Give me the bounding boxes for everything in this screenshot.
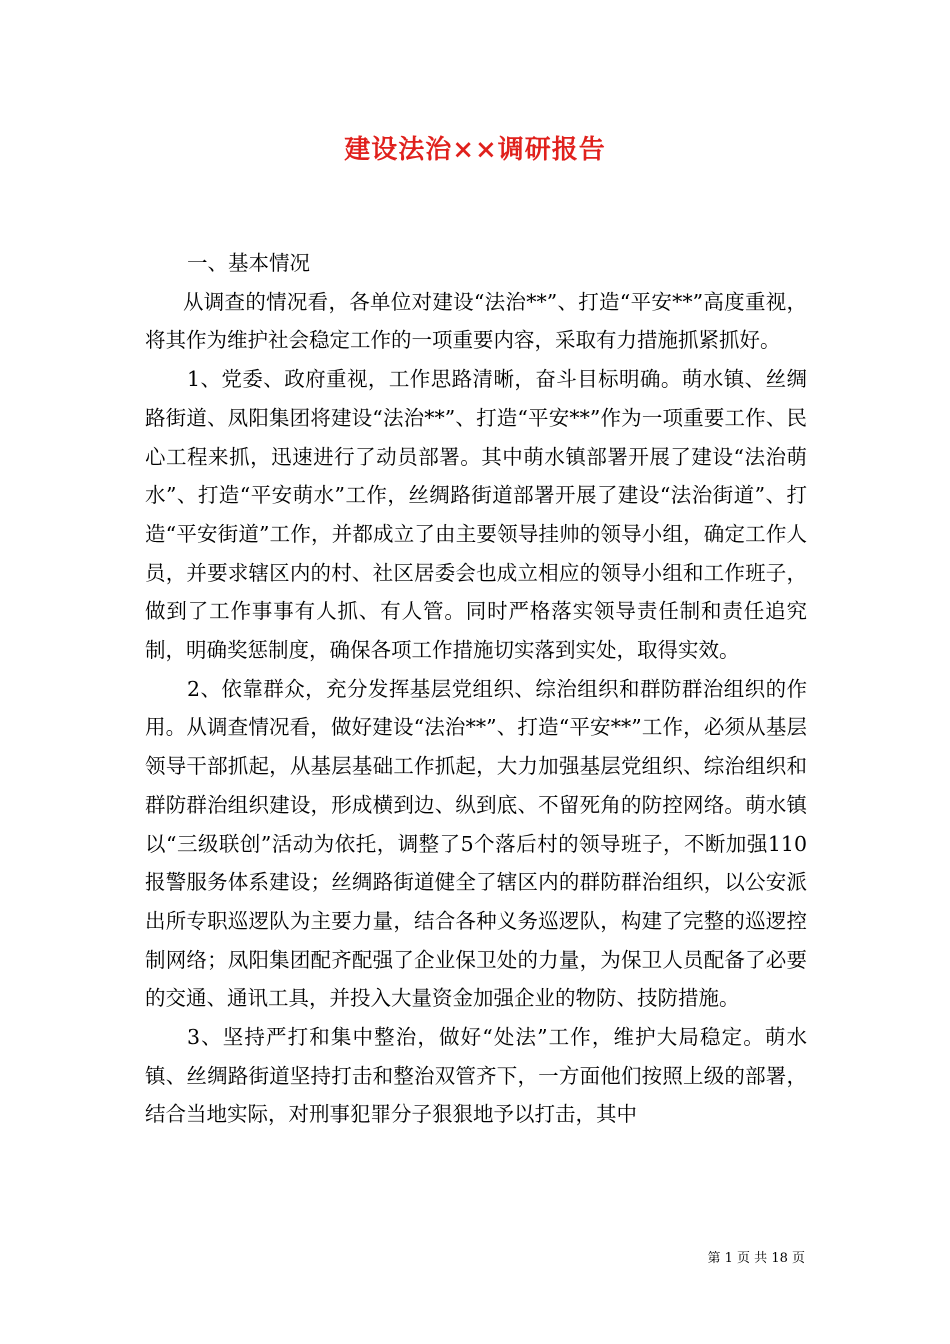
paragraph: 1、党委、政府重视，工作思路清晰，奋斗目标明确。萌水镇、丝绸路街道、凤阳集团将建设“法治**”、打造“平安**”作为一项重要工作、民心工程来抓，迅速进行了动员部署。其中萌水镇部署开展了建设“法治萌水”、打造“平安萌水”工作，丝绸路街道部署开展了建设“法治街道”、打造“平安街道”工作，并都成立了由主要领导挂帅的领导小组，确定工作人员，并要求辖区内的村、社区居委会也成立相应的领导小组和工作班子，做到了工作事事有人抓、有人管。同时严格落实领导责任制和责任追究制，明确奖惩制度，确保各项工作措施切实落到实处，取得实效。 [145,367,807,663]
paragraph: 2、依靠群众，充分发挥基层党组织、综治组织和群防群治组织的作用。从调查情况看，做好建设“法治**”、打造“平安**”工作，必须从基层领导干部抓起，从基层基础工作抓起，大力加强基层党组织、综治组织和群防群治组织建设，形成横到边、纵到底、不留死角的防控网络。萌水镇以“三级联创”活动为依托，调整了5个落后村的领导班子，不断加强110报警服务体系建设；丝绸路街道健全了辖区内的群防群治组织，以公安派出所专职巡逻队为主要力量，结合各种义务巡逻队，构建了完整的巡逻控制网络；凤阳集团配齐配强了企业保卫处的力量，为保卫人员配备了必要的交通、通讯工具，并投入大量资金加强企业的物防、技防措施。 [145,676,807,1011]
paragraph: 3、坚持严打和集中整治，做好“处法”工作，维护大局稳定。萌水镇、丝绸路街道坚持打击和整治双管齐下，一方面他们按照上级的部署，结合当地实际，对刑事犯罪分子狠狠地予以打击，其中 [145,1025,807,1127]
document-body [145,244,807,1134]
page-number-footer: 第 1 页 共 18 页 [707,1251,805,1266]
paragraph: 从调查的情况看，各单位对建设“法治**”、打造“平安**”高度重视，将其作为维护社会稳定工作的一项重要内容，采取有力措施抓紧抓好。 [145,289,807,353]
section-heading: 一、基本情况 [187,251,310,275]
document-title: 建设法治××调研报告 [344,135,606,165]
